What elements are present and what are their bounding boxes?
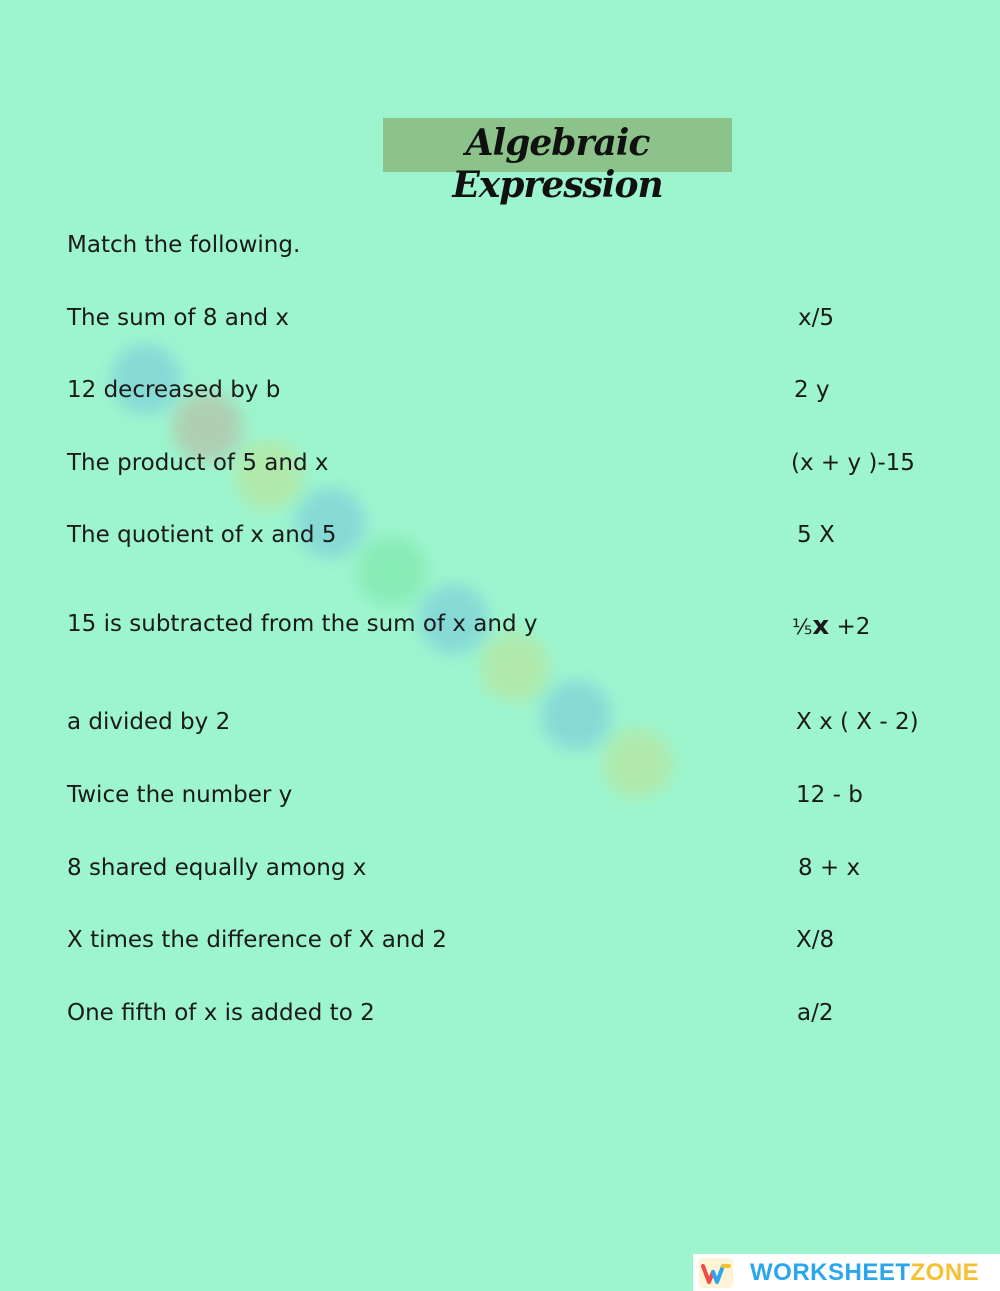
brand-footer[interactable] [693, 1254, 1000, 1291]
expression-text: 8 + x [798, 855, 861, 881]
title-highlight [383, 118, 732, 206]
phrase-text: 15 is subtracted from the sum of x and y [67, 611, 538, 637]
expression-variable: x [812, 611, 830, 641]
expression-text [792, 611, 870, 641]
brand-name: WORKSHEETZONE [750, 1259, 980, 1286]
expression-text: X/8 [796, 927, 835, 953]
expression-text: 12 - b [796, 782, 863, 808]
match-row [67, 450, 947, 482]
match-row [67, 611, 947, 643]
match-row [67, 927, 947, 959]
phrase-text: The quotient of x and 5 [67, 522, 337, 548]
phrase-text: 12 decreased by b [67, 377, 281, 403]
match-row [67, 377, 947, 409]
page-title: Algebraic Expression [452, 122, 663, 206]
expression-text: (x + y )-15 [791, 450, 915, 476]
expression-text: X x ( X - 2) [796, 709, 919, 735]
fraction-one-fifth: ⅕ [792, 615, 813, 639]
expression-text: 5 X [797, 522, 835, 548]
match-row [67, 522, 947, 554]
match-row [67, 782, 947, 814]
phrase-text: a divided by 2 [67, 709, 231, 735]
expression-text: a/2 [797, 1000, 834, 1026]
match-row [67, 1000, 947, 1032]
expression-text: 2 y [794, 377, 830, 403]
instruction-text: Match the following. [67, 232, 301, 258]
phrase-text: 8 shared equally among x [67, 855, 367, 881]
phrase-text: The sum of 8 and x [67, 305, 289, 331]
expression-text: x/5 [798, 305, 834, 331]
worksheetzone-logo-icon [699, 1258, 733, 1288]
expression-rest: +2 [829, 614, 871, 640]
phrase-text: X times the difference of X and 2 [67, 927, 447, 953]
phrase-text: Twice the number y [67, 782, 293, 808]
phrase-text: The product of 5 and x [67, 450, 329, 476]
match-row [67, 855, 947, 887]
match-row [67, 305, 947, 337]
phrase-text: One fifth of x is added to 2 [67, 1000, 375, 1026]
match-row [67, 709, 947, 741]
